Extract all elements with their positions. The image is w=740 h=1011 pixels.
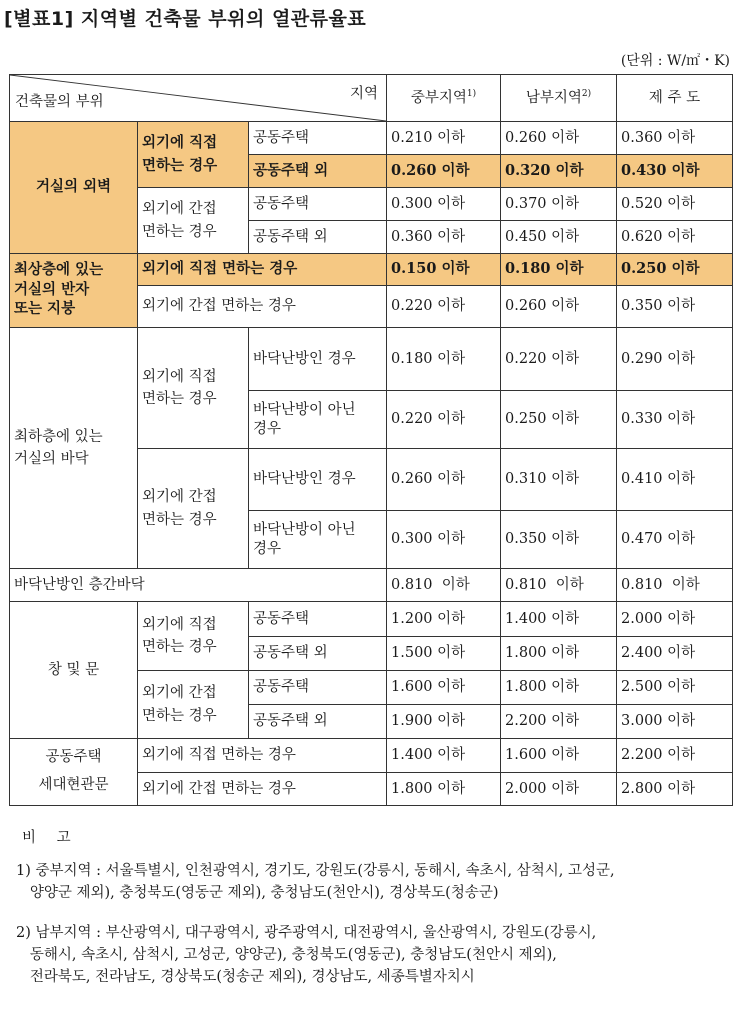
- unit-door-label: 공동주택 세대현관문: [10, 739, 138, 806]
- value-cell: 0.180 이하: [501, 254, 617, 286]
- top-floor-label: 최상층에 있는 거실의 반자 또는 지붕: [10, 254, 138, 328]
- value-cell: 1.800 이하: [501, 637, 617, 671]
- value-cell: 0.470 이하: [617, 511, 733, 569]
- floor-heat-label: 바닥난방인 경우: [249, 328, 387, 391]
- notes-title: 비 고: [22, 830, 79, 846]
- floor-heat-label: 바닥난방인 경우: [249, 449, 387, 511]
- value-cell: 0.810 이하: [387, 569, 501, 602]
- value-cell: 0.350 이하: [501, 511, 617, 569]
- table-row: [10, 739, 733, 773]
- value-cell: 0.300 이하: [387, 511, 501, 569]
- table-row: [10, 602, 733, 637]
- table-row: [10, 569, 733, 602]
- value-cell: 0.810 이하: [617, 569, 733, 602]
- value-cell: 0.220 이하: [387, 391, 501, 449]
- value-cell: 0.620 이하: [617, 221, 733, 254]
- value-cell: 0.220 이하: [501, 328, 617, 391]
- value-cell: 1.800 이하: [501, 671, 617, 705]
- value-cell: 0.430 이하: [617, 155, 733, 188]
- unit-label: (단위 : W/㎡・K): [620, 53, 730, 69]
- part-header: 건축물의 부위: [15, 93, 104, 110]
- value-cell: 2.200 이하: [501, 705, 617, 739]
- value-cell: 0.150 이하: [387, 254, 501, 286]
- apt-other-label: 공동주택 외: [249, 155, 387, 188]
- table-row-highlighted: [10, 254, 733, 286]
- apt-other-label: 공동주택 외: [249, 705, 387, 739]
- value-cell: 0.300 이하: [387, 188, 501, 221]
- value-cell: 0.260 이하: [501, 286, 617, 328]
- apt-label: 공동주택: [249, 122, 387, 155]
- value-cell: 2.400 이하: [617, 637, 733, 671]
- value-cell: 1.900 이하: [387, 705, 501, 739]
- bottom-floor-label: 최하층에 있는 거실의 바닥: [10, 328, 138, 569]
- value-cell: 2.200 이하: [617, 739, 733, 773]
- value-cell: 1.600 이하: [501, 739, 617, 773]
- value-cell: 0.260 이하: [501, 122, 617, 155]
- value-cell: 0.210 이하: [387, 122, 501, 155]
- door-indirect-label: 외기에 간접 면하는 경우: [138, 773, 387, 806]
- value-cell: 1.800 이하: [387, 773, 501, 806]
- diagonal-header-cell: [10, 75, 387, 122]
- wall-indirect-label: 외기에 간접 면하는 경우: [138, 188, 249, 254]
- value-cell: 0.330 이하: [617, 391, 733, 449]
- floor-indirect-label: 외기에 간접 면하는 경우: [138, 449, 249, 569]
- win-indirect-label: 외기에 간접 면하는 경우: [138, 671, 249, 739]
- apt-label: 공동주택: [249, 188, 387, 221]
- value-cell: 0.290 이하: [617, 328, 733, 391]
- door-direct-label: 외기에 직접 면하는 경우: [138, 739, 387, 773]
- windows-label: 창 및 문: [10, 602, 138, 739]
- jeju-header: 제 주 도: [617, 75, 733, 122]
- value-cell: 1.600 이하: [387, 671, 501, 705]
- value-cell: 0.450 이하: [501, 221, 617, 254]
- wall-direct-label: 외기에 직접 면하는 경우: [138, 122, 249, 188]
- value-cell: 2.000 이하: [617, 602, 733, 637]
- value-cell: 1.500 이하: [387, 637, 501, 671]
- floor-noheat-label: 바닥난방이 아닌 경우: [249, 511, 387, 569]
- value-cell: 2.800 이하: [617, 773, 733, 806]
- floor-noheat-label: 바닥난방이 아닌 경우: [249, 391, 387, 449]
- win-direct-label: 외기에 직접 면하는 경우: [138, 602, 249, 671]
- value-cell: 3.000 이하: [617, 705, 733, 739]
- interfloor-label: 바닥난방인 층간바닥: [10, 569, 387, 602]
- value-cell: 1.400 이하: [387, 739, 501, 773]
- value-cell: 0.520 이하: [617, 188, 733, 221]
- value-cell: 0.250 이하: [501, 391, 617, 449]
- table-row: [10, 122, 733, 155]
- central-header: 중부지역$^{1)}$: [387, 75, 501, 122]
- value-cell: 0.410 이하: [617, 449, 733, 511]
- apt-other-label: 공동주택 외: [249, 637, 387, 671]
- note-1: 1) 중부지역 : 서울특별시, 인천광역시, 경기도, 강원도(강릉시, 동해시, 속초시, 삼척시, 고성군, 양양군 제외), 충청북도(영동군 제외), 충청남도(천안시), 경상북도(청송군): [16, 863, 615, 901]
- roof-direct-label: 외기에 직접 면하는 경우: [138, 254, 387, 286]
- living-wall-label: 거실의 외벽: [10, 122, 138, 254]
- apt-other-label: 공동주택 외: [249, 221, 387, 254]
- value-cell: 0.360 이하: [617, 122, 733, 155]
- value-cell: 0.260 이하: [387, 155, 501, 188]
- value-cell: 0.220 이하: [387, 286, 501, 328]
- value-cell: 0.250 이하: [617, 254, 733, 286]
- value-cell: 2.500 이하: [617, 671, 733, 705]
- thermal-transmittance-table: [9, 74, 733, 806]
- apt-label: 공동주택: [249, 602, 387, 637]
- value-cell: 0.370 이하: [501, 188, 617, 221]
- region-header: 지역: [350, 86, 379, 102]
- southern-header: 남부지역$^{2)}$: [501, 75, 617, 122]
- floor-direct-label: 외기에 직접 면하는 경우: [138, 328, 249, 449]
- table-header-row: [10, 75, 733, 122]
- note-2: 2) 남부지역 : 부산광역시, 대구광역시, 광주광역시, 대전광역시, 울산광역시, 강원도(강릉시, 동해시, 속초시, 삼척시, 고성군, 양양군), 충청북도(영동군), 충청남도(천안시 제외), 전라북도, 전라남도, 경상북도(청송군 제외), 경상남도, 세종특별자치시: [16, 925, 597, 985]
- value-cell: 0.320 이하: [501, 155, 617, 188]
- value-cell: 0.810 이하: [501, 569, 617, 602]
- apt-label: 공동주택: [249, 671, 387, 705]
- value-cell: 0.310 이하: [501, 449, 617, 511]
- value-cell: 0.180 이하: [387, 328, 501, 391]
- value-cell: 0.350 이하: [617, 286, 733, 328]
- value-cell: 1.400 이하: [501, 602, 617, 637]
- value-cell: 1.200 이하: [387, 602, 501, 637]
- value-cell: 2.000 이하: [501, 773, 617, 806]
- value-cell: 0.360 이하: [387, 221, 501, 254]
- value-cell: 0.260 이하: [387, 449, 501, 511]
- document-title: [별표1] 지역별 건축물 부위의 열관류율표: [4, 8, 367, 30]
- table-row: [10, 328, 733, 391]
- roof-indirect-label: 외기에 간접 면하는 경우: [138, 286, 387, 328]
